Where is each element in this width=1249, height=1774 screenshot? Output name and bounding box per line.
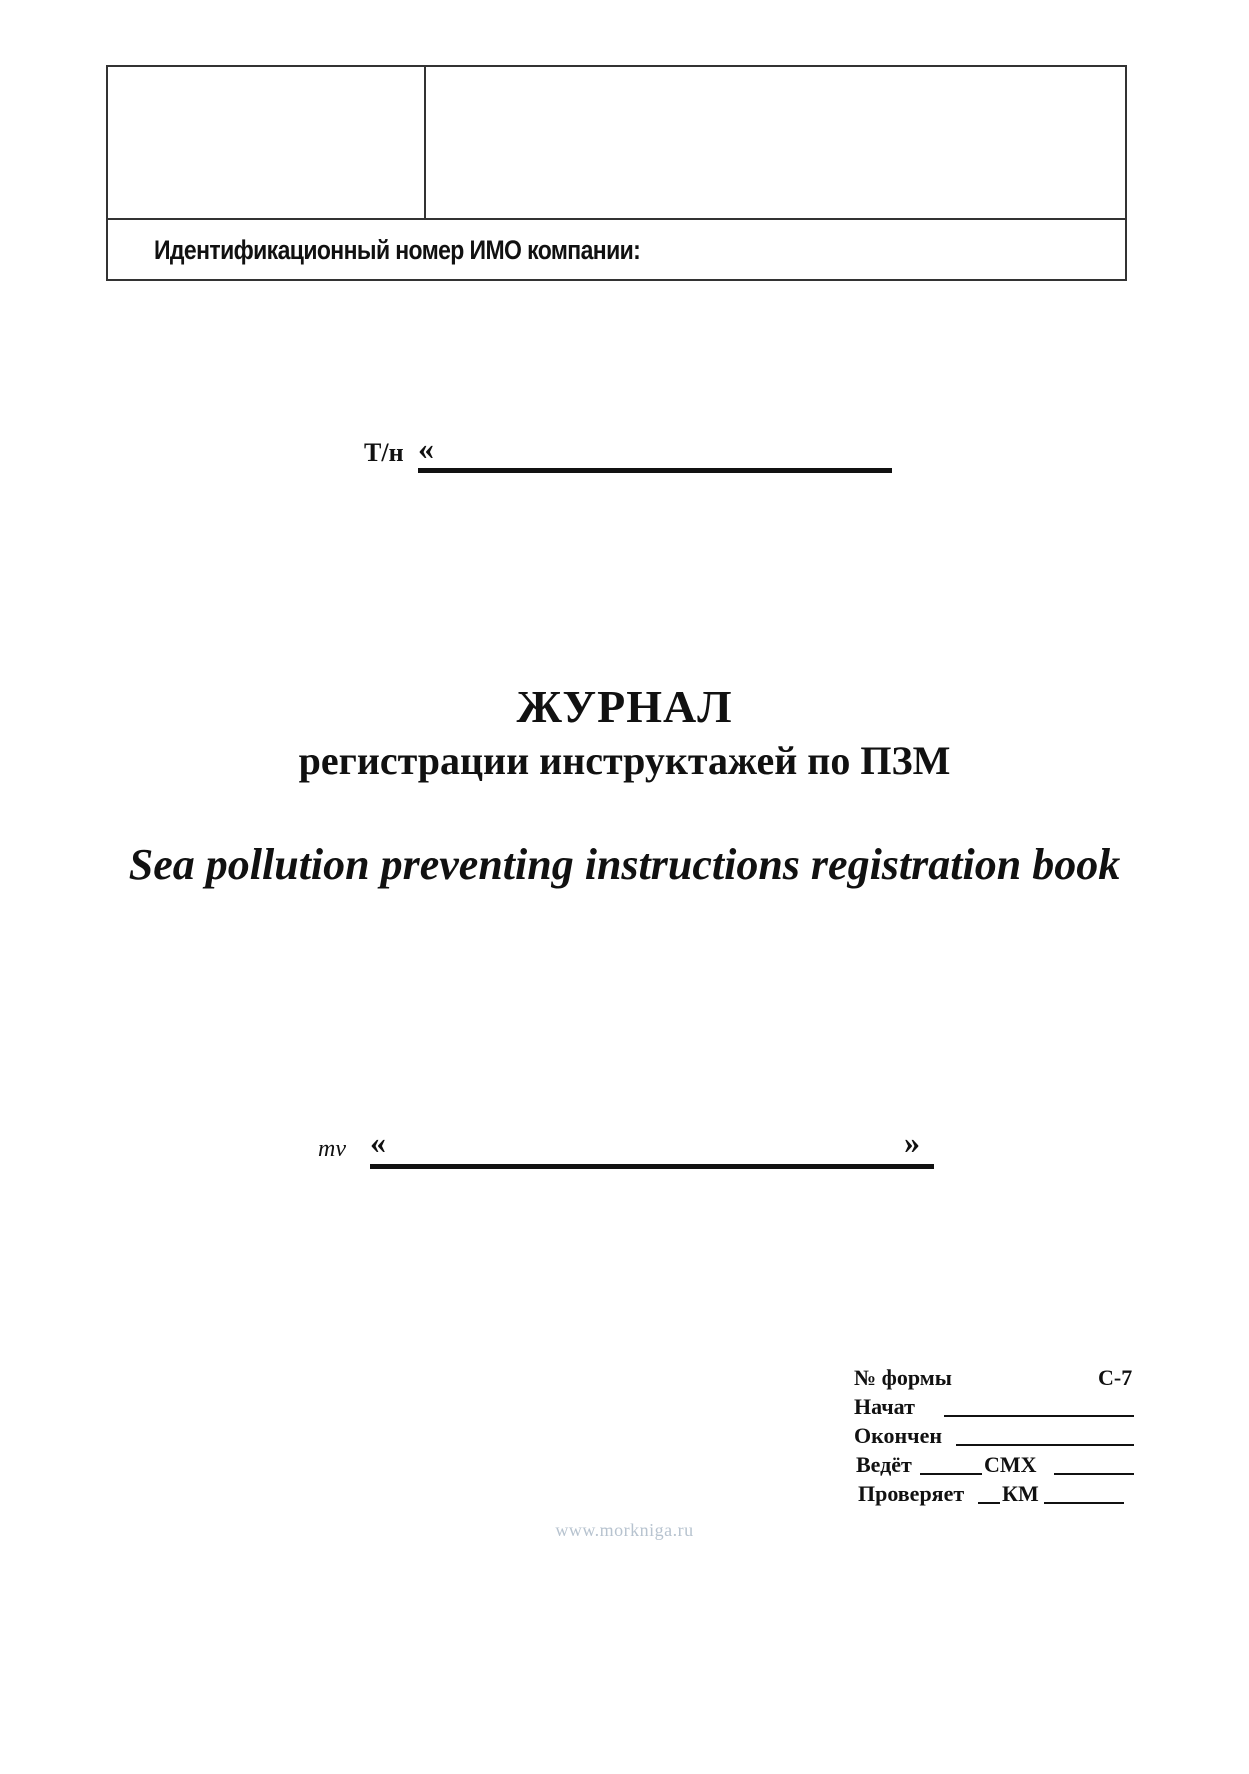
finished-row [854, 1421, 1144, 1450]
journal-subtitle: регистрации инструктажей по ПЗМ [298, 738, 951, 783]
started-underline [944, 1415, 1134, 1417]
vessel-name-underline-en [370, 1164, 934, 1169]
finished-underline [956, 1444, 1134, 1446]
checked-by-label: Проверяет [858, 1481, 965, 1506]
close-quote-en: » [904, 1124, 920, 1160]
header-table [106, 65, 1127, 281]
open-quote-ru: « [418, 430, 434, 466]
header-column-divider [424, 67, 426, 218]
vessel-prefix-en: mv [318, 1136, 346, 1162]
kept-by-label: Ведёт [856, 1452, 912, 1477]
checked-by-value: КМ [1002, 1481, 1039, 1506]
watermark: www.morkniga.ru [555, 1520, 694, 1540]
journal-title: ЖУРНАЛ [516, 681, 733, 732]
checked-by-row [854, 1479, 1144, 1508]
started-label: Начат [854, 1394, 915, 1419]
vessel-prefix-ru: Т/н [364, 438, 404, 467]
kept-by-row [854, 1450, 1144, 1479]
vessel-name-line-ru [364, 432, 894, 478]
header-top-row [108, 67, 1125, 220]
kept-by-value: СМХ [984, 1452, 1037, 1477]
checked-by-underline-1 [978, 1502, 1000, 1504]
started-row [854, 1392, 1144, 1421]
form-info-block [854, 1363, 1144, 1508]
journal-title-english: Sea pollution preventing instructions registration book [128, 840, 1121, 889]
finished-label: Окончен [854, 1423, 943, 1448]
form-number-label: № формы [854, 1365, 952, 1390]
form-number-row [854, 1363, 1144, 1392]
open-quote-en: « [370, 1124, 386, 1160]
kept-by-underline-1 [920, 1473, 982, 1475]
vessel-name-line-en [318, 1124, 938, 1178]
imo-number-label: Идентификационный номер ИМО компании: [154, 235, 641, 265]
vessel-name-underline-ru [418, 468, 892, 473]
form-number-value: С-7 [1098, 1365, 1133, 1390]
checked-by-underline-2 [1044, 1502, 1124, 1504]
kept-by-underline-2 [1054, 1473, 1134, 1475]
